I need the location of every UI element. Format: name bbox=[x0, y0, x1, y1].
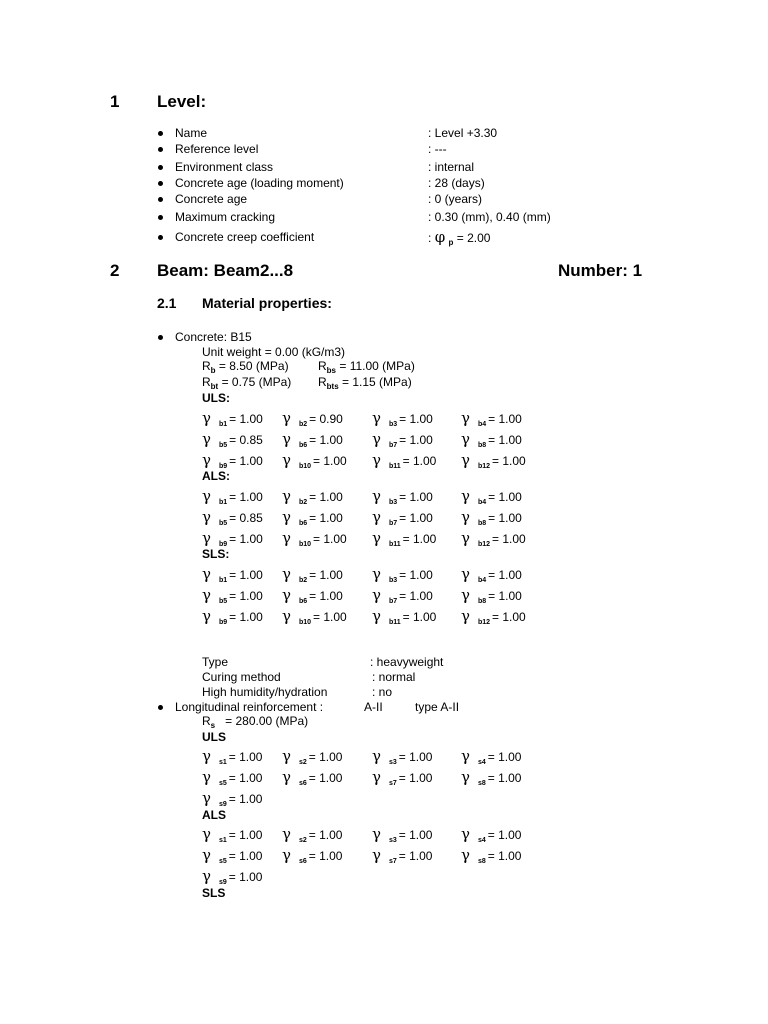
reinforcement-sls-label: SLS bbox=[202, 886, 226, 900]
concrete-property-label: Curing method bbox=[202, 670, 281, 684]
reinforcement-grade: A-II bbox=[364, 700, 383, 714]
section-2-1-number: 2.1 bbox=[157, 295, 177, 311]
safety-factor-s7: γ $_{s7}$ = 1.00 bbox=[372, 846, 433, 865]
level-property-value: : Level +3.30 bbox=[428, 126, 498, 140]
bullet-icon bbox=[158, 147, 163, 152]
safety-factor-b12: γ $_{b12}$ = 1.00 bbox=[461, 529, 526, 548]
safety-factor-b7: γ $_{b7}$ = 1.00 bbox=[372, 430, 433, 449]
unit-weight: Unit weight = 0.00 (kG/m3) bbox=[202, 345, 346, 359]
safety-factor-b10: γ $_{b10}$ = 1.00 bbox=[282, 529, 347, 548]
level-property-label: Maximum cracking bbox=[175, 210, 276, 224]
reinforcement-als-label: ALS bbox=[202, 808, 226, 822]
bullet-icon bbox=[158, 335, 163, 340]
safety-factor-b4: γ $_{b4}$ = 1.00 bbox=[461, 487, 522, 506]
level-property-label: Concrete age (loading moment) bbox=[175, 176, 344, 190]
concrete-sls-label: SLS: bbox=[202, 547, 230, 561]
bullet-icon bbox=[158, 235, 163, 240]
level-property-value: : 0 (years) bbox=[428, 192, 483, 206]
safety-factor-b10: γ $_{b10}$ = 1.00 bbox=[282, 607, 347, 626]
safety-factor-s8: γ $_{s8}$ = 1.00 bbox=[461, 768, 522, 787]
safety-factor-b7: γ $_{b7}$ = 1.00 bbox=[372, 508, 433, 527]
bullet-icon bbox=[158, 131, 163, 136]
creep-coefficient-value: : φ $_p$ = 2.00 bbox=[428, 228, 491, 247]
section-2-1-title: Material properties: bbox=[202, 295, 332, 311]
safety-factor-s8: γ $_{s8}$ = 1.00 bbox=[461, 846, 522, 865]
rs-value: $R_s = 280.00$ (MPa) bbox=[202, 714, 309, 730]
reinforcement-uls-label: ULS bbox=[202, 730, 226, 744]
safety-factor-b2: γ $_{b2}$ = 0.90 bbox=[282, 409, 343, 428]
safety-factor-b2: γ $_{b2}$ = 1.00 bbox=[282, 565, 343, 584]
safety-factor-b1: γ $_{b1}$ = 1.00 bbox=[202, 409, 263, 428]
safety-factor-b8: γ $_{b8}$ = 1.00 bbox=[461, 586, 522, 605]
level-property-value: : 28 (days) bbox=[428, 176, 485, 190]
safety-factor-b11: γ $_{b11}$ = 1.00 bbox=[372, 607, 437, 626]
section-1-number: 1 bbox=[110, 92, 120, 111]
section-2-number: 2 bbox=[110, 261, 120, 280]
safety-factor-b5: γ $_{b5}$ = 0.85 bbox=[202, 430, 263, 449]
safety-factor-b4: γ $_{b4}$ = 1.00 bbox=[461, 409, 522, 428]
safety-factor-s2: γ $_{s2}$ = 1.00 bbox=[282, 825, 343, 844]
section-1-title: Level: bbox=[157, 92, 207, 111]
safety-factor-s4: γ $_{s4}$ = 1.00 bbox=[461, 825, 522, 844]
safety-factor-b1: γ $_{b1}$ = 1.00 bbox=[202, 565, 263, 584]
rbt-value: $R_{bt} = 0.75$ (MPa) bbox=[202, 375, 292, 391]
level-property-label: Name bbox=[175, 126, 208, 140]
bullet-icon bbox=[158, 165, 163, 170]
safety-factor-b6: γ $_{b6}$ = 1.00 bbox=[282, 586, 343, 605]
concrete-property-value: : heavyweight bbox=[370, 655, 444, 669]
safety-factor-b8: γ $_{b8}$ = 1.00 bbox=[461, 430, 522, 449]
bullet-icon bbox=[158, 197, 163, 202]
rbts-value: $R_{bts} = 1.15$ (MPa) bbox=[318, 375, 412, 391]
safety-factor-b6: γ $_{b6}$ = 1.00 bbox=[282, 508, 343, 527]
safety-factor-b7: γ $_{b7}$ = 1.00 bbox=[372, 586, 433, 605]
rb-value: $R_b = 8.50$ (MPa) bbox=[202, 359, 289, 375]
concrete-property-value: : normal bbox=[372, 670, 416, 684]
safety-factor-s6: γ $_{s6}$ = 1.00 bbox=[282, 768, 343, 787]
safety-factor-b3: γ $_{b3}$ = 1.00 bbox=[372, 409, 433, 428]
safety-factor-b1: γ $_{b1}$ = 1.00 bbox=[202, 487, 263, 506]
level-property-label: Environment class bbox=[175, 160, 274, 174]
safety-factor-s2: γ $_{s2}$ = 1.00 bbox=[282, 747, 343, 766]
safety-factor-b9: γ $_{b9}$ = 1.00 bbox=[202, 607, 263, 626]
bullet-icon bbox=[158, 705, 163, 710]
safety-factor-s9: γ $_{s9}$ = 1.00 bbox=[202, 867, 263, 886]
safety-factor-b11: γ $_{b11}$ = 1.00 bbox=[372, 451, 437, 470]
safety-factor-b8: γ $_{b8}$ = 1.00 bbox=[461, 508, 522, 527]
safety-factor-b2: γ $_{b2}$ = 1.00 bbox=[282, 487, 343, 506]
bullet-icon bbox=[158, 215, 163, 220]
concrete-als-label: ALS: bbox=[202, 469, 230, 483]
safety-factor-b5: γ $_{b5}$ = 0.85 bbox=[202, 508, 263, 527]
concrete-uls-label: ULS: bbox=[202, 391, 230, 405]
beam-number: Number: 1 bbox=[558, 261, 643, 280]
concrete-property-label: High humidity/hydration bbox=[202, 685, 328, 699]
bullet-icon bbox=[158, 181, 163, 186]
level-property-value: : --- bbox=[428, 142, 447, 156]
level-property-label: Concrete age bbox=[175, 192, 248, 206]
safety-factor-b6: γ $_{b6}$ = 1.00 bbox=[282, 430, 343, 449]
safety-factor-s1: γ $_{s1}$ = 1.00 bbox=[202, 747, 263, 766]
safety-factor-s9: γ $_{s9}$ = 1.00 bbox=[202, 789, 263, 808]
level-property-value: : 0.30 (mm), 0.40 (mm) bbox=[428, 210, 551, 224]
safety-factor-b11: γ $_{b11}$ = 1.00 bbox=[372, 529, 437, 548]
safety-factor-b3: γ $_{b3}$ = 1.00 bbox=[372, 565, 433, 584]
safety-factor-b3: γ $_{b3}$ = 1.00 bbox=[372, 487, 433, 506]
safety-factor-s3: γ $_{s3}$ = 1.00 bbox=[372, 747, 433, 766]
safety-factor-b9: γ $_{b9}$ = 1.00 bbox=[202, 529, 263, 548]
safety-factor-s3: γ $_{s3}$ = 1.00 bbox=[372, 825, 433, 844]
safety-factor-s5: γ $_{s5}$ = 1.00 bbox=[202, 846, 263, 865]
safety-factor-b12: γ $_{b12}$ = 1.00 bbox=[461, 451, 526, 470]
concrete-property-value: : no bbox=[372, 685, 393, 699]
section-2-title: Beam: Beam2...8 bbox=[157, 261, 294, 280]
safety-factor-s7: γ $_{s7}$ = 1.00 bbox=[372, 768, 433, 787]
level-property-value: : internal bbox=[428, 160, 475, 174]
safety-factor-b4: γ $_{b4}$ = 1.00 bbox=[461, 565, 522, 584]
concrete-heading: Concrete: B15 bbox=[175, 330, 252, 344]
safety-factor-b5: γ $_{b5}$ = 1.00 bbox=[202, 586, 263, 605]
safety-factor-b9: γ $_{b9}$ = 1.00 bbox=[202, 451, 263, 470]
concrete-property-label: Type bbox=[202, 655, 229, 669]
safety-factor-s5: γ $_{s5}$ = 1.00 bbox=[202, 768, 263, 787]
reinforcement-type: type A-II bbox=[415, 700, 460, 714]
creep-coefficient-label: Concrete creep coefficient bbox=[175, 230, 315, 244]
rbs-value: $R_{bs} = 11.00$ (MPa) bbox=[318, 359, 415, 375]
level-property-label: Reference level bbox=[175, 142, 259, 156]
safety-factor-s6: γ $_{s6}$ = 1.00 bbox=[282, 846, 343, 865]
reinforcement-heading: Longitudinal reinforcement : bbox=[175, 700, 324, 714]
safety-factor-s1: γ $_{s1}$ = 1.00 bbox=[202, 825, 263, 844]
safety-factor-b12: γ $_{b12}$ = 1.00 bbox=[461, 607, 526, 626]
safety-factor-b10: γ $_{b10}$ = 1.00 bbox=[282, 451, 347, 470]
safety-factor-s4: γ $_{s4}$ = 1.00 bbox=[461, 747, 522, 766]
